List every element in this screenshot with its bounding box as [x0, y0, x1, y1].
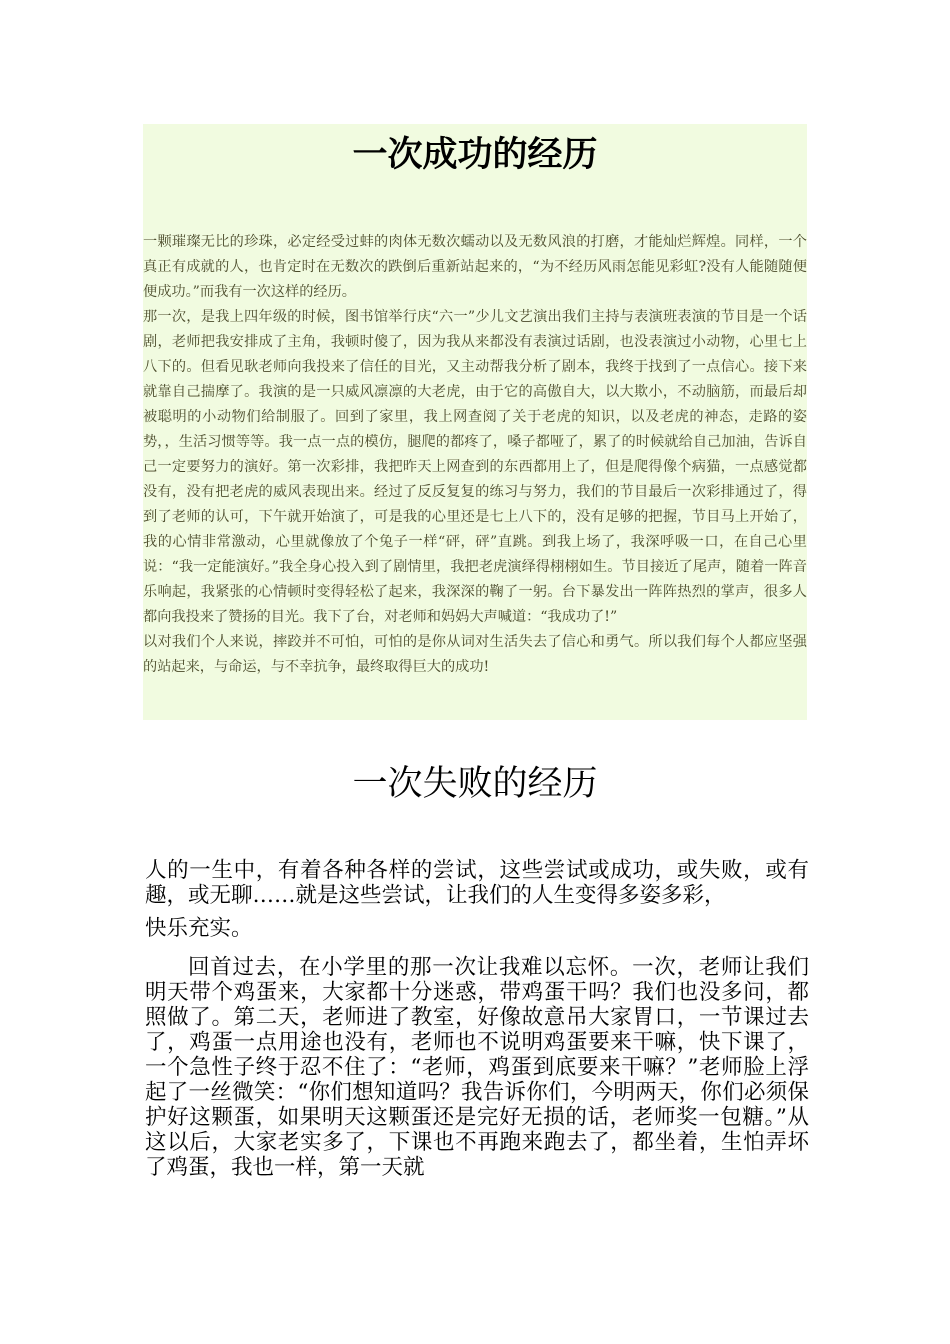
success-essay-paragraph-2: 那一次，是我上四年级的时候，图书馆举行庆“六一”少儿文艺演出我们主持与表演班表演的节目是一个话剧，老师把我安排成了主角，我顿时傻了，因为我从来都没有表演过话剧，也没表演过小动物，心里七上八下的。但看见耿老师向我投来了信任的目光，又主动帮我分析了剧本，我终于找到了一点信心。接下来就靠自己揣摩了。我演的是一只威风凛凛的大老虎，由于它的高傲自大，以大欺小，不动脑筋，而最后却被聪明的小动物们给制服了。回到了家里，我上网查阅了关于老虎的知识，以及老虎的神态，走路的姿势，，生活习惯等等。我一点一点的模仿，腿爬的都疼了，嗓子都哑了，累了的时候就给自己加油，告诉自己一定要努力的演好。第一次彩排，我把昨天上网查到的东西都用上了，但是爬得像个病猫，一点感觉都没有，没有把老虎的威风表现出来。经过了反反复复的练习与努力，我们的节目最后一次彩排通过了，得到了老师的认可，下午就开始演了，可是我的心里还是七上八下的，没有足够的把握，节目马上开始了，我的心情非常激动，心里就像放了个兔子一样“砰，砰”直跳。到我上场了，我深呼吸一口，在自己心里说：“我一定能演好。”我全身心投入到了剧情里，我把老虎演绎得栩栩如生。节目接近了尾声，随着一阵音乐响起，我紧张的心情顿时变得轻松了起来，我深深的鞠了一躬。台下暴发出一阵阵热烈的掌声，很多人都向我投来了赞扬的目光。我下了台，对老师和妈妈大声喊道：“我成功了!”	[143, 309, 807, 625]
success-essay-paragraph-3: 以对我们个人来说，摔跤并不可怕，可怕的是你从词对生活失去了信心和勇气。所以我们每个人都应坚强的站起来，与命运，与不幸抗争，最终取得巨大的成功!	[143, 634, 807, 675]
success-essay-paragraph-1: 一颗璀璨无比的珍珠，必定经受过蚌的肉体无数次蠕动以及无数风浪的打磨，才能灿烂辉煌。同样，一个真正有成就的人，也肯定时在无数次的跌倒后重新站起来的，“为不经历风雨怎能见彩虹?没有人能随随便便成功。”而我有一次这样的经历。	[143, 234, 807, 300]
failure-essay-intro-end: 快乐充实。	[145, 916, 253, 941]
failure-essay-section	[145, 858, 809, 1180]
success-essay-title: 一次成功的经历	[352, 135, 598, 175]
failure-essay-body: 回首过去，在小学里的那一次让我难以忘怀。一次，老师让我们明天带个鸡蛋来，大家都十分迷惑，带鸡蛋干吗？我们也没多问，都照做了。第二天，老师进了教室，好像故意吊大家胃口，一节课过去了，鸡蛋一点用途也没有，老师也不说明鸡蛋要来干嘛，快下课了，一个急性子终于忍不住了：“老师，鸡蛋到底要来干嘛？”老师脸上浮起了一丝微笑：“你们想知道吗？我告诉你们，今明两天，你们必须保护好这颗蛋，如果明天这颗蛋还是完好无损的话，老师奖一包糖。”从这以后，大家老实多了，下课也不再跑来跑去了，都坐着，生怕弄坏了鸡蛋，我也一样，第一天就	[145, 955, 809, 1180]
failure-essay-intro: 人的一生中，有着各种各样的尝试，这些尝试或成功，或失败，或有趣，或无聊……就是这些尝试，让我们的人生变得多姿多彩，	[145, 858, 809, 908]
failure-essay-title: 一次失败的经历	[352, 764, 598, 804]
success-essay-section	[143, 124, 807, 720]
